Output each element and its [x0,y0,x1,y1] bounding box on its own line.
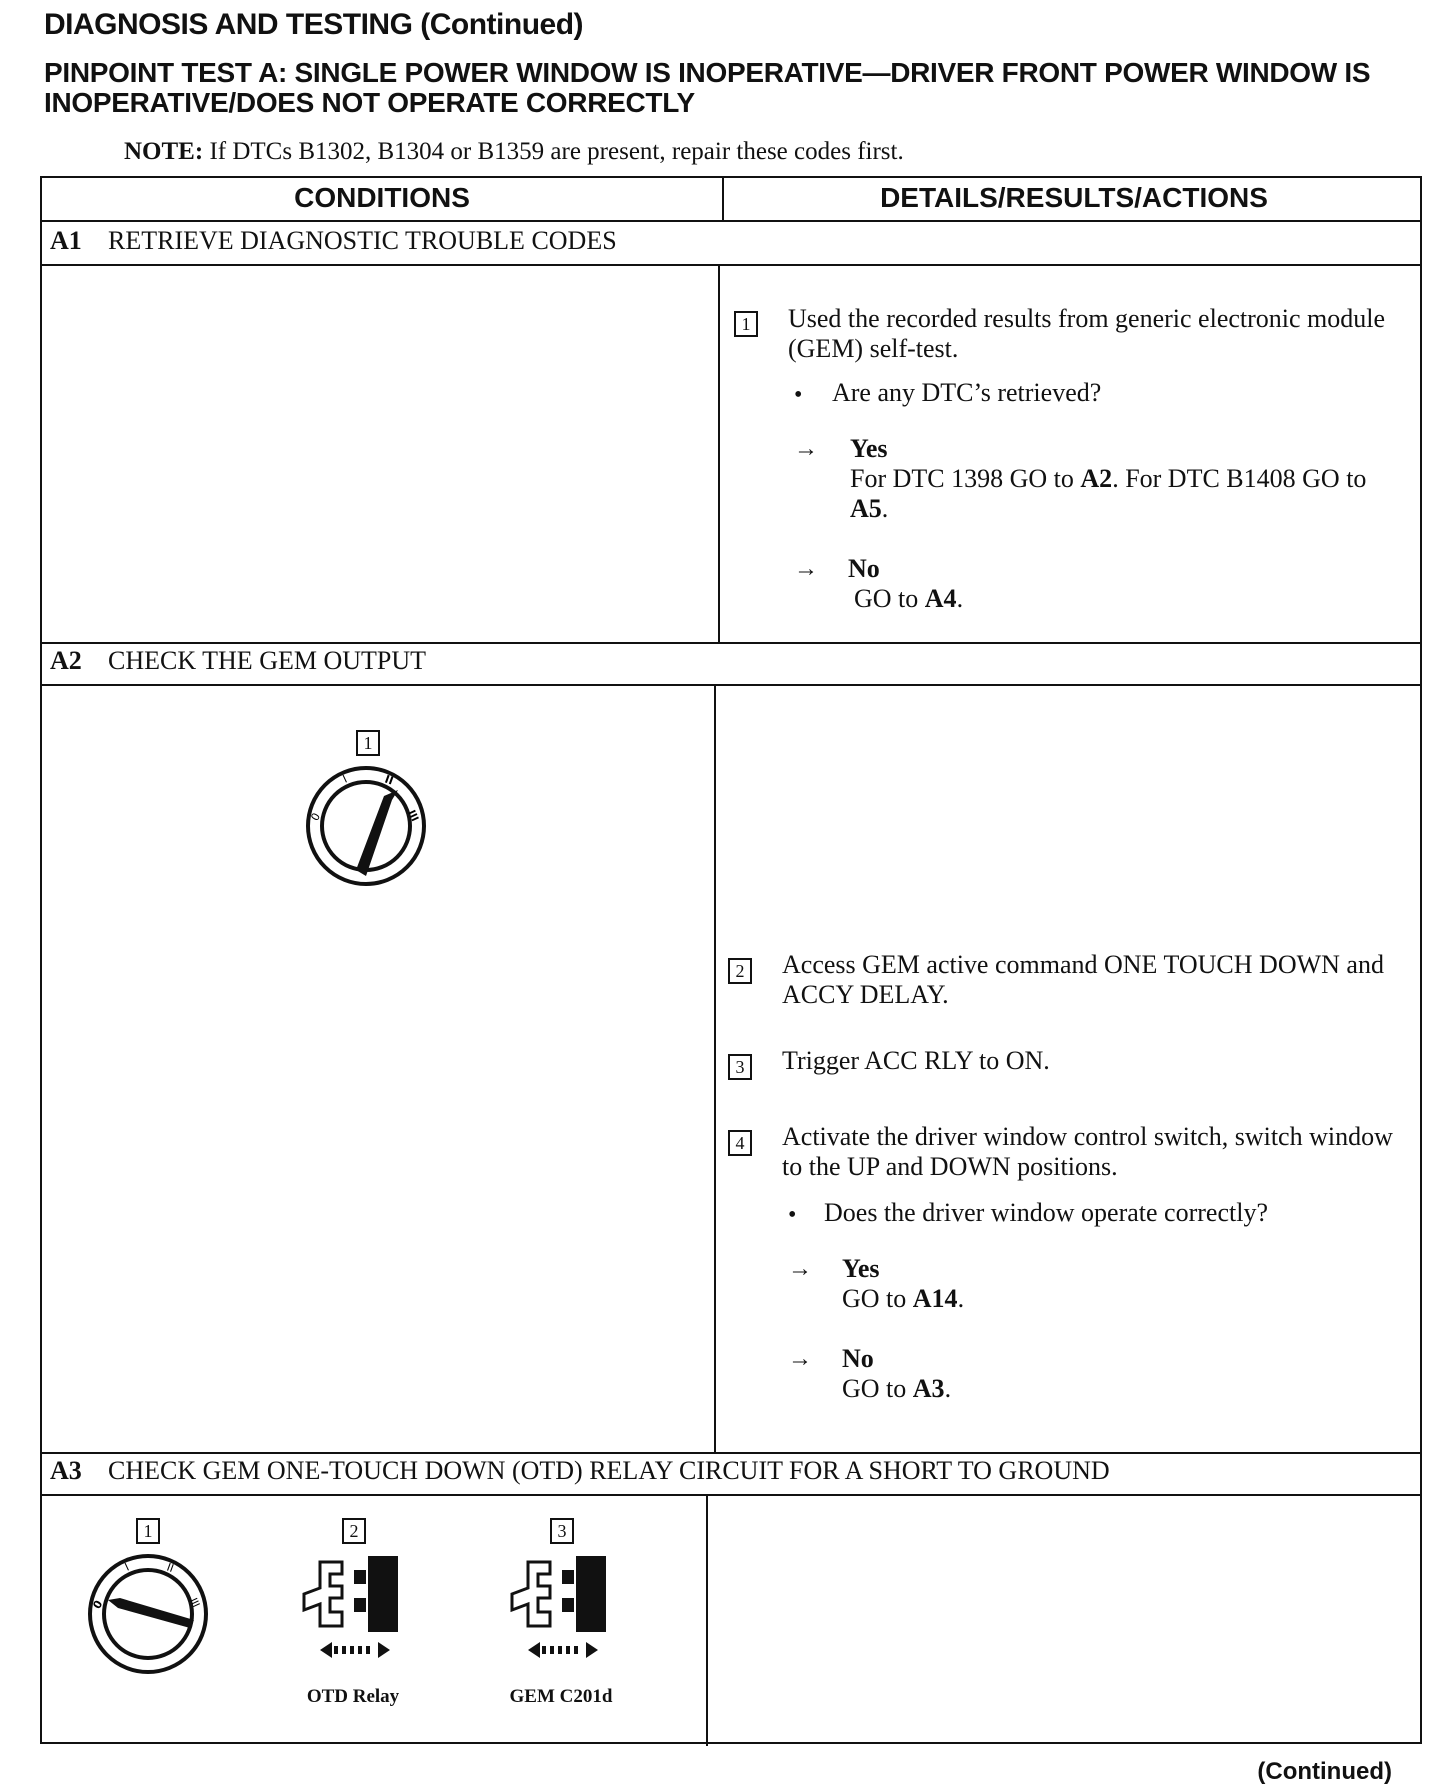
a2-step-4-box: 4 [728,1130,752,1156]
a2-fig-1-box: 1 [356,730,380,756]
conditions-header: CONDITIONS [294,182,470,213]
otd-relay-caption: OTD Relay [306,1686,400,1707]
a1-step-1-box: 1 [734,311,758,337]
pinpoint-test-table [40,176,1422,1744]
a2-step-4-text: Activate the driver window control switch, switch window to the UP and DOWN positions. [782,1122,1393,1181]
a2-no-text: GO to A3. [842,1374,952,1403]
a3-fig-3-box: 3 [550,1518,574,1544]
ign-label-3: III [405,808,420,824]
a3-top-rule [42,1452,1420,1454]
a3-title-rule [42,1494,1420,1496]
a2-divider [714,684,716,1452]
a2-yes-arrow: → [788,1256,812,1282]
gem-c201d-connector-icon [498,1554,618,1674]
a3-fig-1-box: 1 [136,1518,160,1544]
note-label: NOTE: [124,138,204,165]
a1-no-text: GO to A4. [854,584,964,613]
a2-yes-label: Yes [842,1254,880,1283]
gem-c201d-caption: GEM C201d [509,1686,613,1707]
header-divider [722,178,724,220]
a2-step-3-box: 3 [728,1054,752,1080]
a2-bullet: • [788,1202,797,1228]
ign2-label-2: II [164,1560,176,1576]
a3-fig-2-box: 2 [342,1518,366,1544]
a1-question: Are any DTC’s retrieved? [832,378,1102,407]
a2-no-arrow: → [788,1346,812,1372]
a3-divider [706,1494,708,1746]
a1-title: A1 RETRIEVE DIAGNOSTIC TROUBLE CODES [50,226,617,255]
note-text: If DTCs B1302, B1304 or B1359 are present, repair these codes first. [203,138,904,165]
a1-yes-text: For DTC 1398 GO to A2. For DTC B1408 GO to A5. [850,464,1367,523]
a1-no-arrow: → [794,556,818,582]
a2-step-2-box: 2 [728,958,752,984]
ign-label-0: 0 [308,810,324,824]
ignition-switch-run-icon [304,764,428,888]
page-title: DIAGNOSIS AND TESTING (Continued) [44,8,584,41]
details-header: DETAILS/RESULTS/ACTIONS [880,182,1268,213]
a1-yes-label: Yes [850,434,888,463]
ign-label-2: II [382,772,396,788]
ign2-label-0: 0 [90,1598,106,1612]
note [124,138,904,166]
a2-question: Does the driver window operate correctly? [824,1198,1268,1227]
a2-title-rule [42,684,1420,686]
a1-step-1-text: Used the recorded results from generic electronic module (GEM) self-test. [788,304,1386,363]
a2-top-rule [42,642,1420,644]
a2-no-label: No [842,1344,874,1373]
ign-label-1: I [340,772,350,786]
a2-yes-text: GO to A14. [842,1284,965,1313]
a1-bullet: • [794,382,803,408]
a1-no-label: No [848,554,880,583]
ign2-label-1: I [122,1560,132,1574]
a1-title-rule [42,264,1420,266]
a1-yes-arrow: → [794,436,818,462]
a2-step-2-text: Access GEM active command ONE TOUCH DOWN and ACCY DELAY. [782,950,1384,1009]
a2-title: A2 CHECK THE GEM OUTPUT [50,646,427,675]
ign2-label-3: III [187,1596,201,1610]
continued-label: (Continued) [1257,1758,1392,1785]
ignition-switch-off-icon [86,1552,210,1676]
a2-step-3-text: Trigger ACC RLY to ON. [782,1046,1050,1075]
pinpoint-test-title: PINPOINT TEST A: SINGLE POWER WINDOW IS INOPERATIVE—DRIVER FRONT POWER WINDOW IS INOPERATIVE/DOES NOT OPERATE CORRECTLY [44,57,1371,118]
otd-relay-connector-icon [290,1554,410,1674]
header-rule [42,220,1420,222]
a1-divider [718,264,720,642]
a3-title: A3 CHECK GEM ONE-TOUCH DOWN (OTD) RELAY CIRCUIT FOR A SHORT TO GROUND [50,1456,1110,1485]
